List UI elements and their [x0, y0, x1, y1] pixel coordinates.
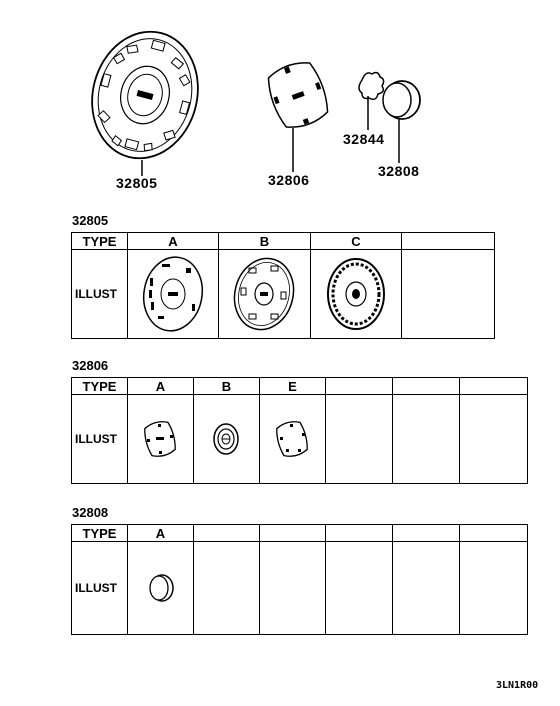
type-e-label: E: [260, 378, 326, 395]
illust-row-label: ILLUST: [72, 542, 128, 635]
type-empty-label: [260, 525, 326, 542]
section-title-32805: 32805: [72, 213, 109, 228]
illust-cell-empty: [460, 542, 528, 635]
type-a-label: A: [128, 525, 194, 542]
type-empty-label: [326, 378, 393, 395]
type-table-32805: [71, 232, 495, 339]
type-header-label: TYPE: [72, 378, 128, 395]
type-table-32808: [71, 524, 528, 635]
part-number-32806: 32806: [268, 172, 310, 188]
type-c-label: C: [311, 233, 402, 250]
illust-cell-empty: [194, 542, 260, 635]
hub-cap-type-a-icon: [128, 395, 192, 483]
type-empty-label: [326, 525, 393, 542]
wheel-cover-type-b-icon: [219, 250, 309, 338]
illust-cell-empty: [460, 395, 528, 484]
wheel-cover-icon: [78, 20, 212, 171]
type-empty-label: [460, 378, 528, 395]
illust-cell-a: [128, 395, 194, 484]
type-empty-label: [393, 525, 460, 542]
illust-row-label: ILLUST: [72, 250, 128, 339]
type-empty-label: [393, 378, 460, 395]
illust-row-label: ILLUST: [72, 395, 128, 484]
illust-cell-empty: [260, 542, 326, 635]
center-cap-icon: [383, 81, 420, 119]
illust-cell-b: [219, 250, 311, 339]
hub-cap-type-b-icon: [194, 395, 258, 483]
illust-cell-b: [194, 395, 260, 484]
illust-cell-e: [260, 395, 326, 484]
section-title-32808: 32808: [72, 505, 109, 520]
drawing-code: 3LN1R00: [496, 680, 539, 691]
illust-cell-c: [311, 250, 402, 339]
part-number-32844: 32844: [343, 131, 385, 147]
type-empty-label: [460, 525, 528, 542]
illust-cell-empty: [393, 395, 460, 484]
type-table-32806: [71, 377, 528, 484]
part-number-32808: 32808: [378, 163, 420, 179]
type-empty-label: [402, 233, 495, 250]
parts-overview-illustration: [0, 0, 560, 200]
illust-cell-a: [128, 542, 194, 635]
wheel-cover-type-c-icon: [311, 250, 401, 338]
section-title-32806: 32806: [72, 358, 109, 373]
clip-icon: [359, 73, 384, 100]
illust-cell-a: [128, 250, 219, 339]
type-header-label: TYPE: [72, 233, 128, 250]
type-b-label: B: [194, 378, 260, 395]
type-a-label: A: [128, 233, 219, 250]
part-number-32805: 32805: [116, 175, 158, 191]
illust-cell-empty: [393, 542, 460, 635]
type-header-label: TYPE: [72, 525, 128, 542]
illust-cell-empty: [402, 250, 495, 339]
type-a-label: A: [128, 378, 194, 395]
illust-cell-empty: [326, 395, 393, 484]
center-cap-type-a-icon: [128, 544, 192, 632]
type-b-label: B: [219, 233, 311, 250]
wheel-cover-type-a-icon: [128, 250, 218, 338]
illust-cell-empty: [326, 542, 393, 635]
hub-cap-icon: [263, 57, 333, 133]
type-empty-label: [194, 525, 260, 542]
hub-cap-type-e-icon: [260, 395, 324, 483]
